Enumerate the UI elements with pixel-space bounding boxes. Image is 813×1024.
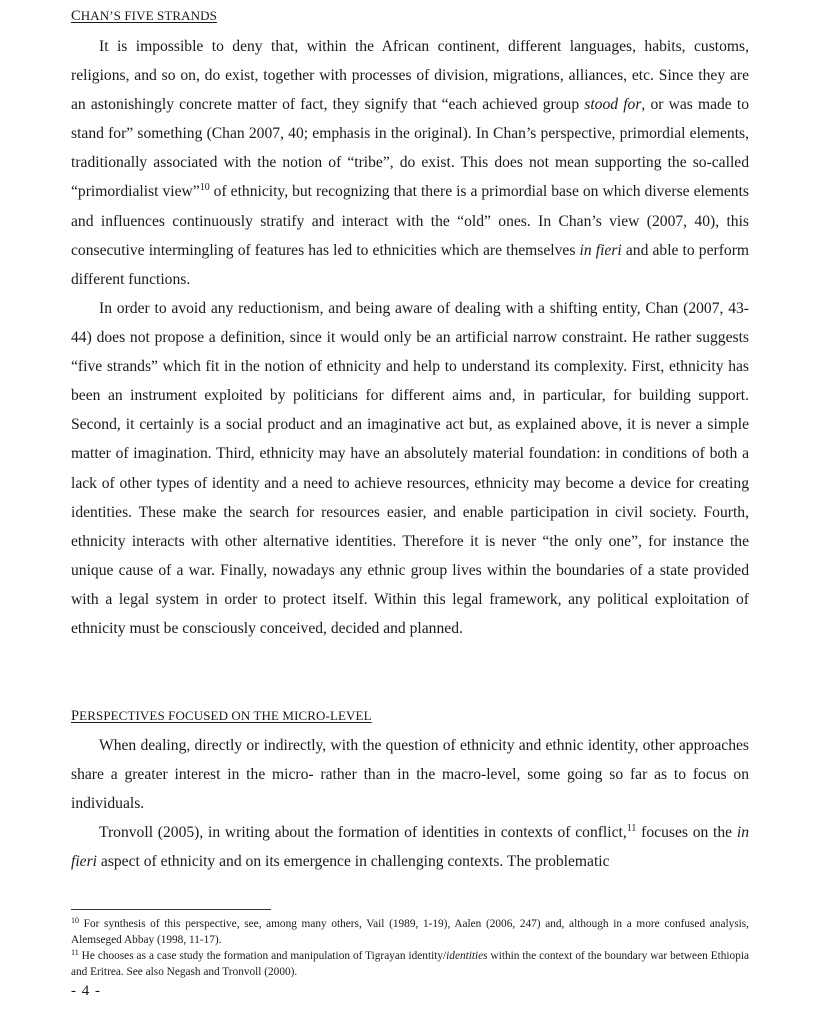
footnote-11: $^{11}$ He chooses as a case study the formation and manipulation of Tigrayan identity/identities within the context of the boundary war between Ethiopia and Eritrea. See also Negash and Tronvoll (2000).	[71, 948, 749, 978]
section-heading-chan: CHAN’S FIVE STRANDS	[71, 8, 217, 24]
footnote-10: $^{10}$ For synthesis of this perspective, see, among many others, Vail (1989, 1-19), Aalen (2006, 247) and, although in a more confused analysis, Alemseged Abbay (1998, 11-17).	[71, 916, 749, 946]
section-heading-micro-level: PERSPECTIVES FOCUSED ON THE MICRO-LEVEL	[71, 708, 372, 724]
page-number: - 4 -	[71, 983, 101, 999]
footnote-ref-11[interactable]: 11	[626, 823, 637, 834]
footnote-ref-10[interactable]: 10	[199, 182, 210, 194]
paragraph-3: When dealing, directly or indirectly, with the question of ethnicity and ethnic identity, other approaches share a greater interest in the micro- rather than in the macro-level, some going so far as to focus on individuals.	[71, 737, 749, 813]
paragraph-2: In order to avoid any reductionism, and being aware of dealing with a shifting entity, Chan (2007, 43-44) does not propose a definition, since it would only be an artificial narrow constraint. He rather suggests “five strands” which fit in the notion of ethnicity and help to understand its complexity. First, ethnicity has been an instrument exploited by politicians for different aims and, in particular, for building support. Second, it certainly is a social product and an imaginative act but, as explained above, it is never a simple matter of imagination. Third, ethnicity may have an absolutely material foundation: in conditions of both a lack of other types of identity and a need to achieve resources, ethnicity may become a device for creating identities. These make the search for resources easier, and enable participation in civil society. Fourth, ethnicity interacts with other alternative identities. Therefore it is never “the only one”, for instance the unique cause of a war. Finally, nowadays any ethnic group lives within the boundaries of a state provided with a legal system in order to protect itself. Within this legal framework, any political exploitation of ethnicity must be consciously conceived, decided and planned.	[71, 300, 749, 638]
paragraph-4: Tronvoll (2005), in writing about the formation of identities in contexts of conflict,$^{11}$ focuses on the in fieri aspect of ethnicity and on its emergence in challenging contexts. The problematic	[71, 823, 750, 871]
footnote-divider	[71, 909, 271, 910]
paragraph-1: It is impossible to deny that, within the African continent, different languages, habits, customs, religions, and so on, do exist, together with processes of division, migrations, alliances, etc. Since they are an astonishingly concrete matter of fact, they signify that “each achieved group stood for, or was made to stand for” something (Chan 2007, 40; emphasis in the original). In Chan’s perspective, primordial elements, traditionally associated with the notion of “tribe”, do exist. This does not mean supporting the so-called “primordialist view”$^{10}$ of ethnicity, but recognizing that there is a primordial base on which diverse elements and influences continuously stratify and interact with the “old” ones. In Chan’s view (2007, 40), this consecutive intermingling of features has led to ethnicities which are themselves in fieri and able to perform different functions.	[71, 38, 750, 288]
